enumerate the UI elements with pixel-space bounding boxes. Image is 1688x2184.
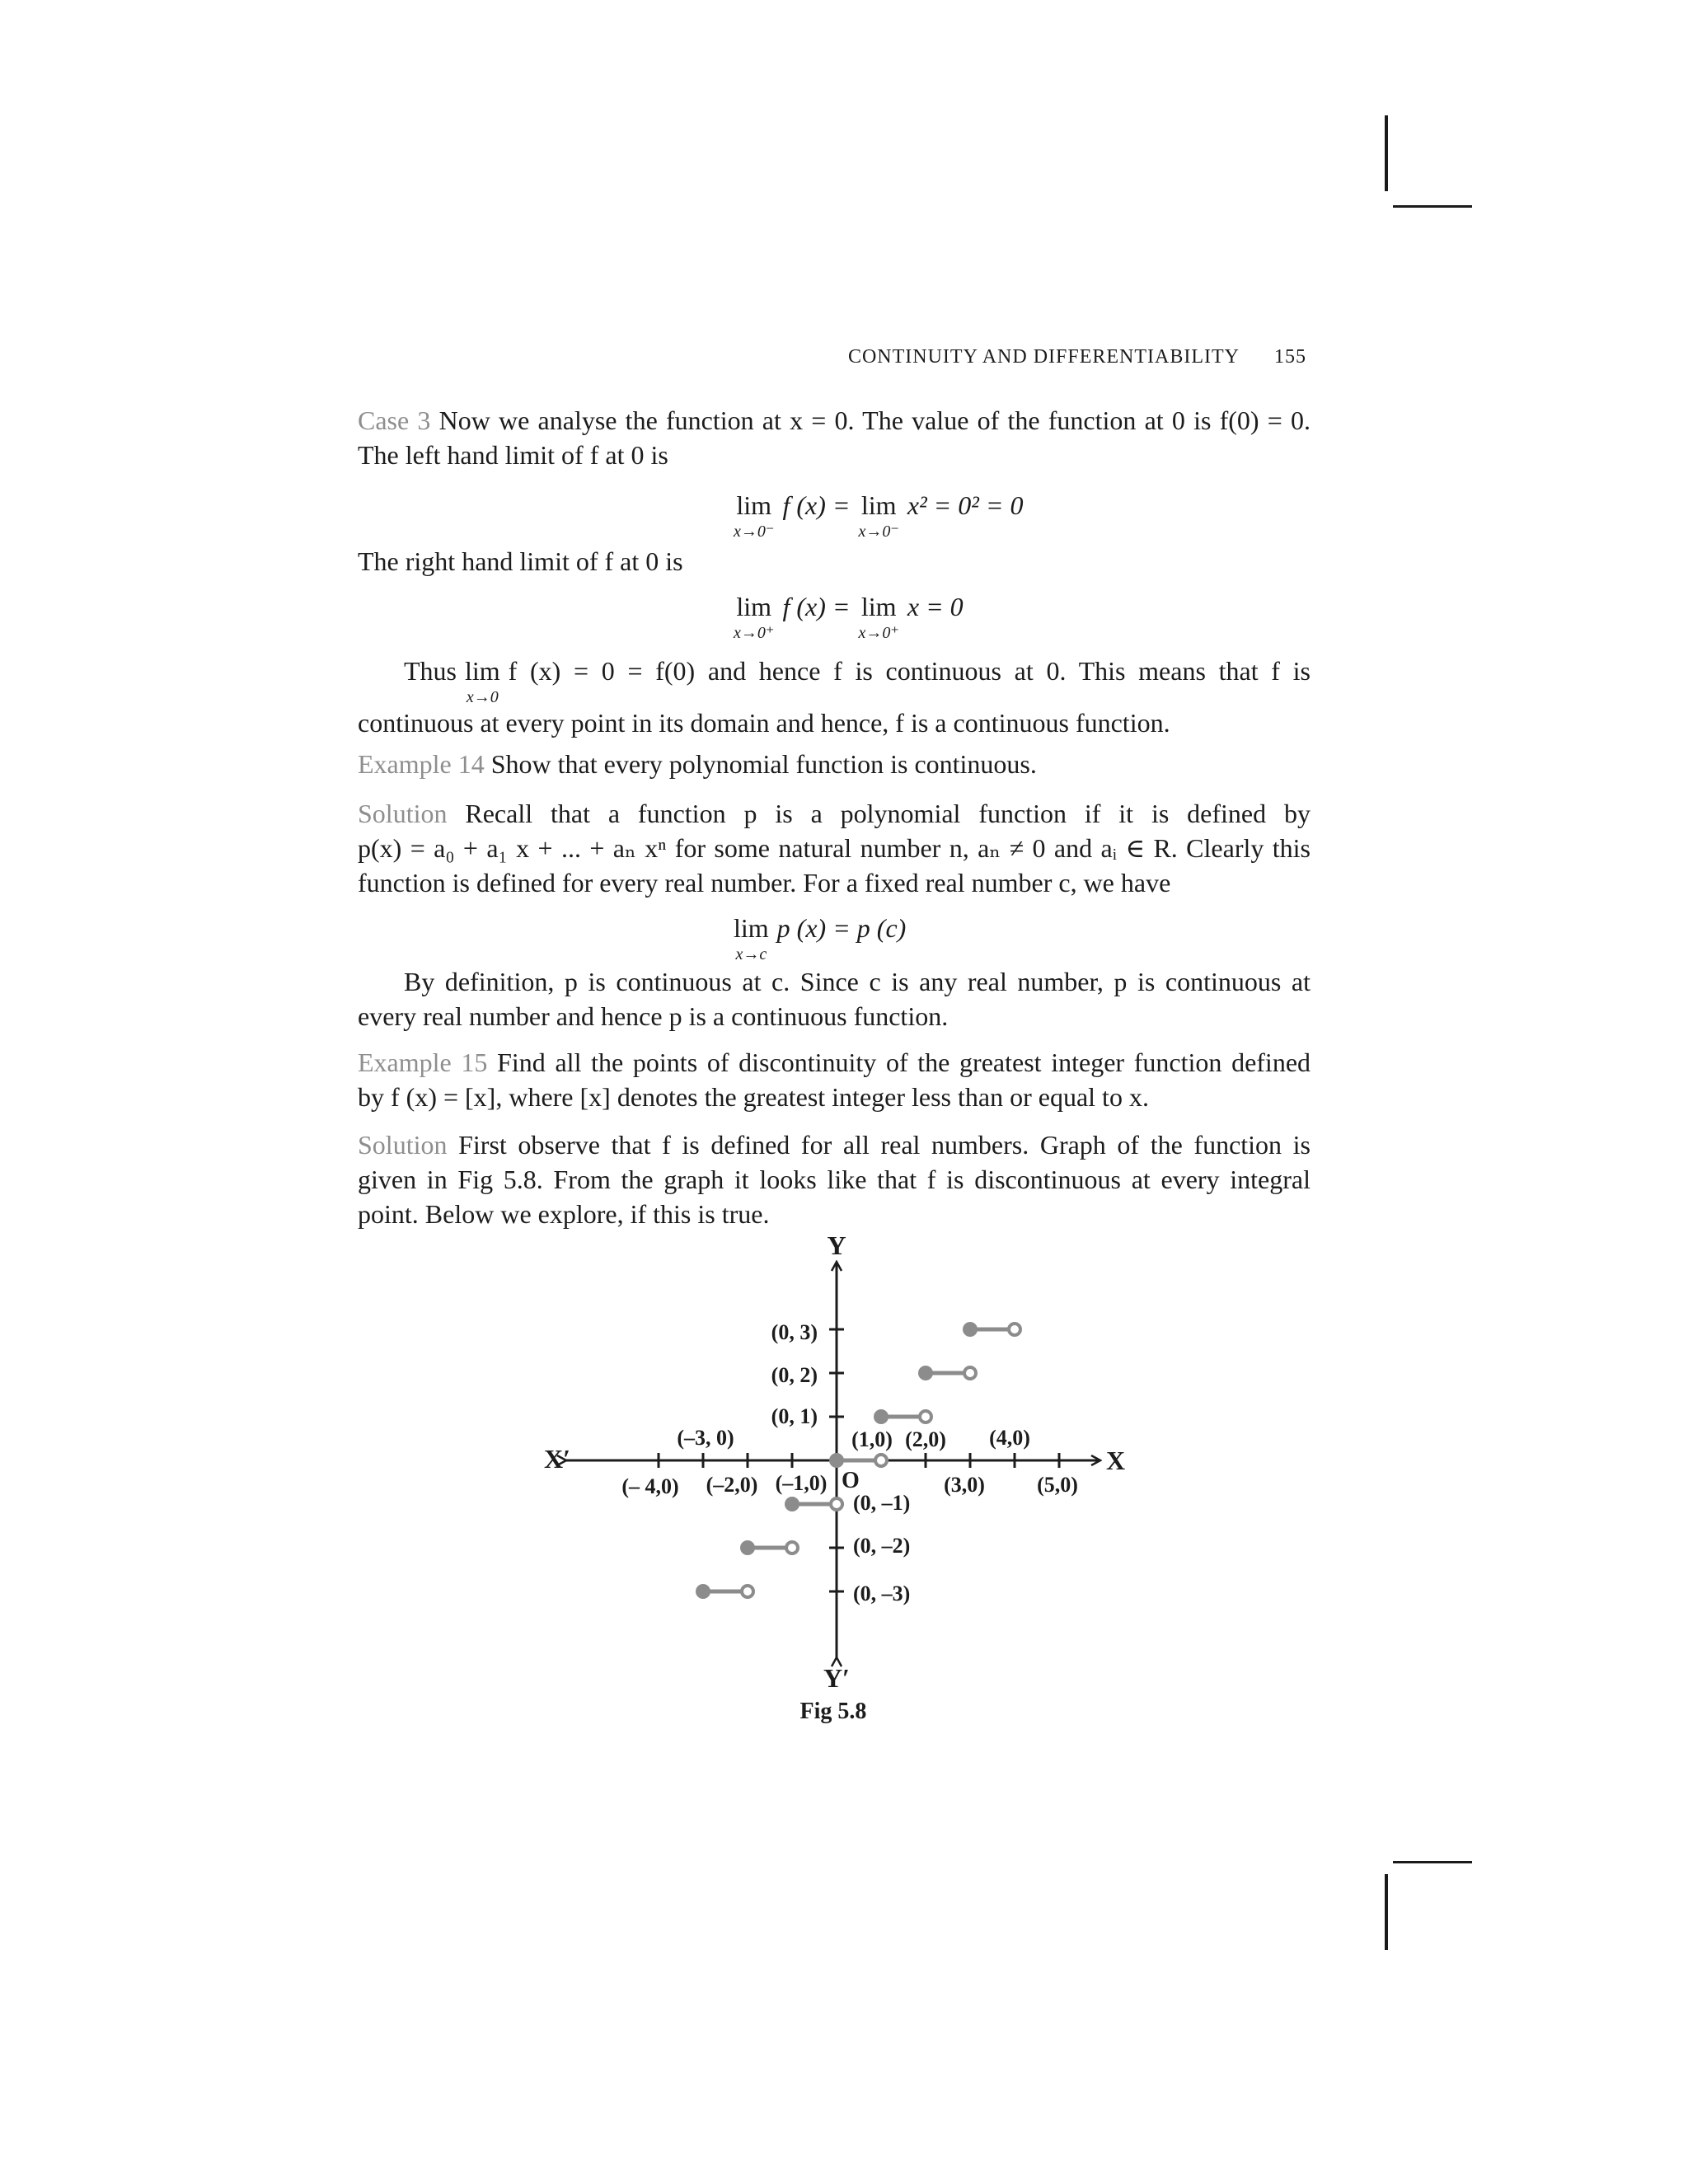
crop-mark-bottom-horizontal xyxy=(1393,1861,1472,1863)
equation-rhs: x² = 0² = 0 xyxy=(907,490,1024,520)
closed-endpoint xyxy=(874,1409,889,1424)
example15-line1 xyxy=(358,1045,1311,1080)
case3-text: Now we analyse the function at x = 0. The value of the function at 0 is f(0) = 0. xyxy=(438,405,1311,435)
solution15-line3: point. Below we explore, if this is true. xyxy=(358,1199,770,1229)
point-label-m4-0: (– 4,0) xyxy=(621,1474,679,1498)
running-head-title: CONTINUITY AND DIFFERENTIABILITY xyxy=(847,346,1240,368)
solution15-line2: given in Fig 5.8. From the graph it looks like that f is discontinuous at every integral xyxy=(358,1165,1311,1194)
case3-line2: The left hand limit of f at 0 is xyxy=(358,440,668,470)
lim-subscript: x→0 xyxy=(466,688,499,706)
case3-line1 xyxy=(358,403,1311,438)
open-endpoint xyxy=(875,1455,887,1466)
open-endpoint xyxy=(920,1411,931,1422)
x-axis-label: X xyxy=(1106,1446,1126,1475)
example14 xyxy=(358,747,1311,781)
example15-label: Example 15 xyxy=(358,1047,488,1077)
lim-word: lim xyxy=(736,592,772,621)
point-label-4-0: (4,0) xyxy=(989,1426,1030,1450)
origin-label: O xyxy=(842,1468,860,1493)
example15-text: Find all the points of discontinuity of the greatest integer function defined xyxy=(497,1047,1311,1077)
crop-mark-top-horizontal xyxy=(1393,205,1472,208)
step-segments xyxy=(696,1322,1020,1599)
equation-left-limit xyxy=(734,488,1146,540)
solution14-text: Recall that a function p is a polynomial function if it is defined by xyxy=(465,799,1311,828)
equation-rhs: x = 0 xyxy=(907,592,964,621)
solution15-line1 xyxy=(358,1127,1311,1162)
y-axis-label: Y xyxy=(827,1230,846,1260)
lim-subscript: x→0⁻ xyxy=(858,523,899,541)
point-label-3-0: (3,0) xyxy=(944,1473,985,1497)
lim-word: lim xyxy=(736,490,772,520)
open-endpoint xyxy=(786,1542,798,1554)
page-number: 155 xyxy=(1274,346,1306,368)
closed-endpoint xyxy=(918,1366,933,1380)
crop-mark-top-vertical xyxy=(1385,115,1388,191)
solution14-line2: p(x) = a₀ + a₁ x + ... + aₙ xⁿ for some natural number n, aₙ ≠ 0 and aᵢ ∈ R. Clearly this xyxy=(358,833,1311,863)
lim-word: lim xyxy=(860,490,897,520)
case3-line3: The right hand limit of f at 0 is xyxy=(358,546,683,576)
point-label-2-0: (2,0) xyxy=(905,1427,946,1451)
lim-subscript: x→0⁺ xyxy=(858,624,899,642)
closed-endpoint xyxy=(740,1540,755,1555)
equation-polynomial-limit xyxy=(734,911,1063,963)
point-label-0-m3: (0, –3) xyxy=(853,1582,911,1605)
solution14-para2-line1: By definition, p is continuous at c. Since c is any real number, p is continuous at xyxy=(404,967,1311,996)
solution14-line3: function is defined for every real number. For a fixed real number c, we have xyxy=(358,868,1171,898)
point-label-m1-0: (–1,0) xyxy=(775,1471,828,1495)
closed-endpoint xyxy=(829,1453,844,1468)
open-endpoint xyxy=(1009,1324,1020,1335)
thus-word: Thus xyxy=(404,656,457,686)
point-label-5-0: (5,0) xyxy=(1037,1473,1078,1497)
lim-word: lim xyxy=(734,913,769,943)
solution14-para2-line2: every real number and hence p is a continuous function. xyxy=(358,1001,949,1031)
point-label-0-3: (0, 3) xyxy=(771,1320,818,1344)
lim-subscript: x→c xyxy=(735,945,767,963)
example15-line2: by f (x) = [x], where [x] denotes the greatest integer less than or equal to x. xyxy=(358,1082,1149,1112)
closed-endpoint xyxy=(696,1584,710,1599)
solution15-label: Solution xyxy=(358,1130,448,1160)
solution14-line1 xyxy=(358,796,1311,831)
y-neg-axis-label: Y′ xyxy=(823,1663,851,1693)
x-neg-axis-label: X′ xyxy=(544,1444,571,1474)
open-endpoint xyxy=(964,1367,976,1379)
point-label-m3-0: (–3, 0) xyxy=(677,1426,734,1450)
point-label-1-0: (1,0) xyxy=(851,1427,893,1451)
lim-word: lim xyxy=(860,592,897,621)
crop-mark-bottom-vertical xyxy=(1385,1874,1388,1950)
case3-thus-line xyxy=(404,654,1311,705)
point-label-m2-0: (–2,0) xyxy=(706,1473,758,1497)
running-head xyxy=(848,346,1306,368)
lim-word: lim xyxy=(465,656,500,686)
solution15-text: First observe that f is defined for all real numbers. Graph of the function is xyxy=(458,1130,1311,1160)
axis-ticks xyxy=(659,1329,1059,1591)
thus-text: f (x) = 0 = f(0) and hence f is continuous at 0. This means that f is xyxy=(508,656,1311,686)
equation-middle: f (x) = xyxy=(782,490,851,520)
equation-right-limit xyxy=(734,589,1146,641)
lim-subscript: x→0⁻ xyxy=(734,523,775,541)
solution14-label: Solution xyxy=(358,799,448,828)
point-label-0-1: (0, 1) xyxy=(771,1404,818,1428)
equation-rhs: p (x) = p (c) xyxy=(776,913,907,943)
point-label-0-2: (0, 2) xyxy=(771,1363,818,1387)
point-label-0-m2: (0, –2) xyxy=(853,1534,911,1558)
closed-endpoint xyxy=(785,1497,799,1511)
figure-caption: Fig 5.8 xyxy=(799,1699,867,1724)
open-endpoint xyxy=(742,1586,753,1597)
lim-subscript: x→0⁺ xyxy=(734,624,775,642)
case3-line5: continuous at every point in its domain and hence, f is a continuous function. xyxy=(358,708,1170,738)
equation-middle: f (x) = xyxy=(782,592,851,621)
example14-label: Example 14 xyxy=(358,749,485,779)
closed-endpoint xyxy=(963,1322,978,1337)
point-label-0-m1: (0, –1) xyxy=(853,1491,911,1515)
example14-text: Show that every polynomial function is continuous. xyxy=(490,749,1037,779)
open-endpoint xyxy=(831,1498,842,1510)
case3-label: Case 3 xyxy=(358,405,431,435)
